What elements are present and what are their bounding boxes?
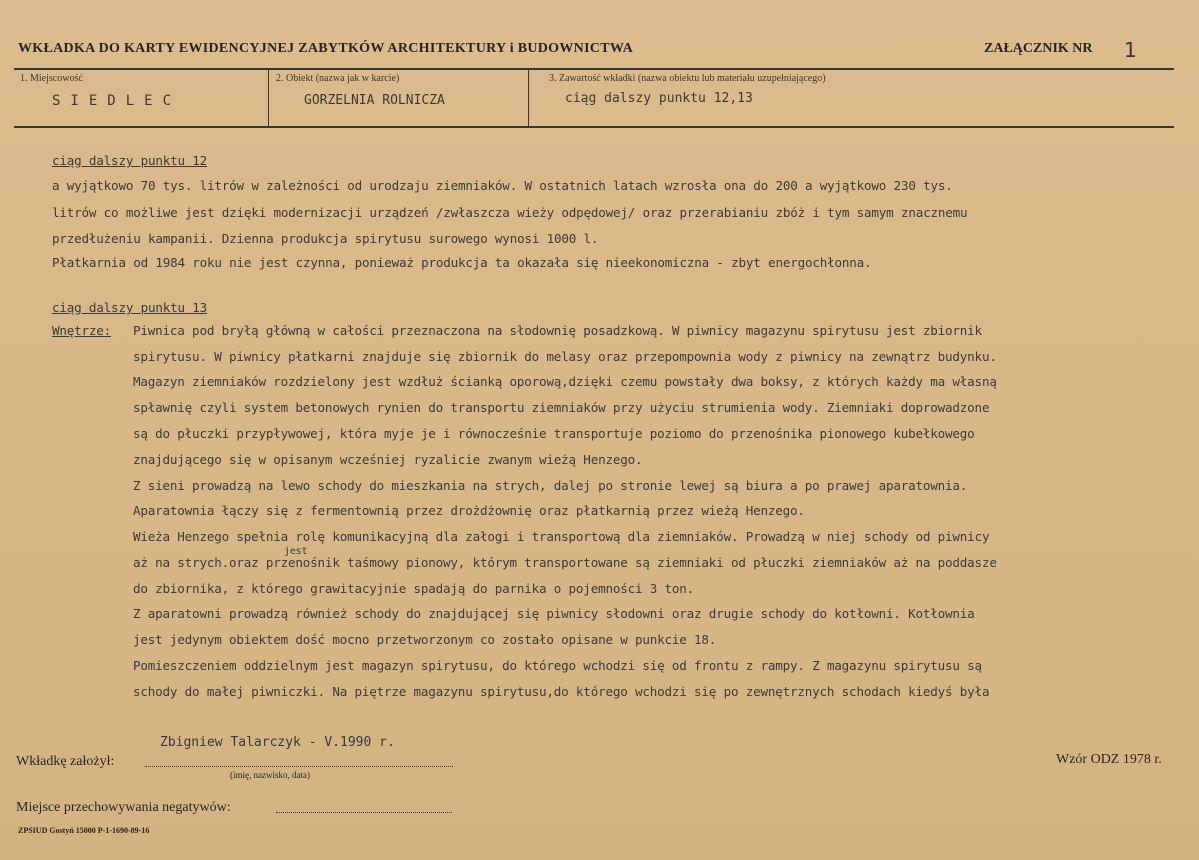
text-line: aż na strych.oraz przenośnik taśmowy pionowy, którym transportowane są ziemniaki od płuczki ziemniaków aż na poddasze (133, 555, 997, 570)
text-line: znajdującego się w opisanym wcześniej ryzalicie zwanym wieżą Henzego. (133, 452, 643, 467)
text-line: a wyjątkowo 70 tys. litrów w zależności od urodzaju ziemniaków. W ostatnich latach wzrosła ona do 200 a wyjątkowo 230 tys. (52, 178, 953, 193)
field-value-contents: ciąg dalszy punktu 12,13 (565, 91, 753, 106)
negatives-dotted-line (276, 812, 452, 813)
text-line: schody do małej piwniczki. Na piętrze magazynu spirytusu,do którego wchodzi się po zewnętrznych schodach kiedyś była (133, 684, 990, 699)
text-line: Magazyn ziemniaków rozdzielony jest wzdłuż ścianką oporową,dzięki czemu powstały dwa boksy, z których każdy ma własną (133, 374, 997, 389)
text-line: litrów co możliwe jest dzięki modernizacji urządzeń /zwłaszcza wieży odpędowej/ oraz przerabianiu zbóż i tym samym znacznemu (52, 205, 968, 220)
field-value-object: GORZELNIA ROLNICZA (304, 93, 445, 108)
text-line: są do płuczki przypływowej, która myje je i równocześnie transportuje poziomo do przenośnika pionowego kubełkowego (133, 426, 975, 441)
text-line: przedłużeniu kampanii. Dzienna produkcja spirytusu surowego wynosi 1000 l. (52, 231, 599, 246)
field-divider (268, 70, 269, 127)
text-line: Z sieni prowadzą na lewo schody do mieszkania na strych, dalej po stronie lewej są biura a po prawej aparatownia. (133, 478, 968, 493)
print-code: ZPSIUD Gostyń 15000 P-1-1690-89-16 (18, 826, 150, 835)
attachment-label: ZAŁĄCZNIK NR (984, 41, 1093, 56)
form-title: WKŁADKA DO KARTY EWIDENCYJNEJ ZABYTKÓW ARCHITEKTURY i BUDOWNICTWA (18, 41, 634, 56)
text-line: do zbiornika, z którego grawitacyjnie spadają do parnika o pojemności 3 ton. (133, 581, 695, 596)
header-rule (14, 68, 1174, 70)
field-label-locality: 1. Miejscowość (20, 73, 83, 84)
text-line: Piwnica pod bryłą główną w całości przeznaczona na słodownię posadzkową. W piwnicy magazynu spirytusu jest zbiornik (133, 323, 982, 338)
text-line: spirytusu. W piwnicy płatkarni znajduje się zbiornik do melasy oraz przepompownia wody z piwnicy na zewnątrz budynku. (133, 349, 997, 364)
text-line: Płatkarnia od 1984 roku nie jest czynna, ponieważ produkcja ta okazała się nieekonomiczna - zbyt energochłonna. (52, 255, 872, 270)
handwritten-insert: jest (284, 546, 308, 557)
text-line: Pomieszczeniem oddzielnym jest magazyn spirytusu, do którego wchodzi się od frontu z rampy. Z magazynu spirytusu są (133, 658, 982, 673)
section-heading: ciąg dalszy punktu 12 (52, 153, 208, 168)
author-label: Wkładkę założył: (16, 754, 115, 769)
field-label-object: 2. Obiekt (nazwa jak w karcie) (276, 73, 400, 84)
text-line: spławnię czyli system betonowych rynien do transportu ziemniaków przy użyciu strumienia wody. Ziemniaki doprowadzone (133, 400, 990, 415)
negatives-label: Miejsce przechowywania negatywów: (16, 800, 231, 815)
author-dotted-line (145, 766, 453, 767)
author-name: Zbigniew Talarczyk - V.1990 r. (160, 735, 395, 750)
text-line: Z aparatowni prowadzą również schody do znajdującej się piwnicy słodowni oraz drugie schody do kotłowni. Kotłownia (133, 606, 975, 621)
author-sublabel: (imię, nazwisko, data) (230, 770, 310, 780)
fields-bottom-rule (14, 126, 1174, 128)
text-line: jest jedynym obiektem dość mocno przetworzonym co zostało opisane w punkcie 18. (133, 632, 717, 647)
model-label: Wzór ODZ 1978 r. (1056, 752, 1162, 767)
field-divider (528, 70, 529, 127)
text-line: Aparatownia łączy się z fermentownią przez drożdżownię oraz płatkarnią przez wieżą Henzego. (133, 503, 805, 518)
text-line: Wieża Henzego spełnia rolę komunikacyjną dla załogi i transportową dla ziemniaków. Prowadzą w niej schody od piwnicy (133, 529, 990, 544)
attachment-number: 1 (1124, 38, 1137, 62)
field-value-locality: SIEDLEC (52, 93, 182, 109)
section-heading: ciąg dalszy punktu 13 (52, 300, 208, 315)
interior-label: Wnętrze: (52, 323, 112, 338)
field-label-contents: 3. Zawartość wkładki (nazwa obiektu lub materiału uzupełniającego) (549, 73, 826, 84)
